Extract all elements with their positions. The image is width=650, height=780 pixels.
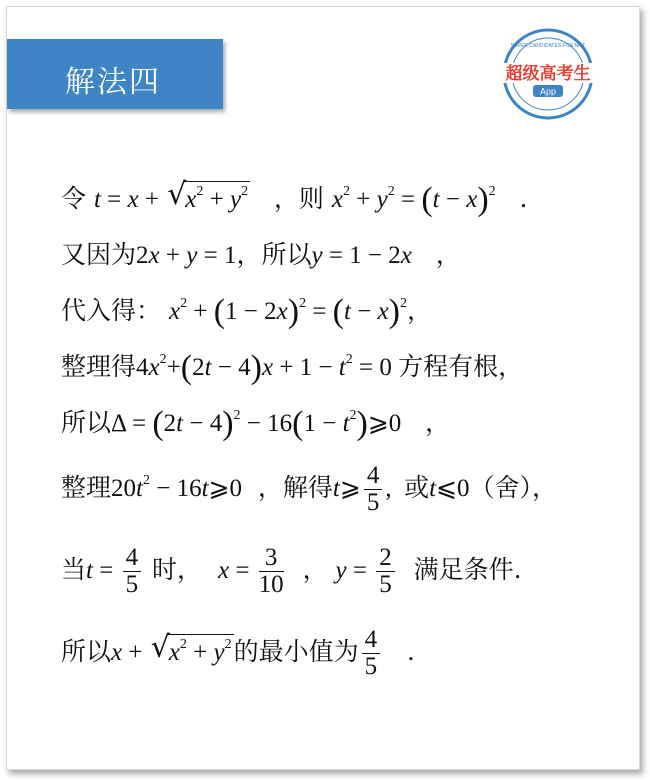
math-line-8: 所以x + √ $x^2 + y^2$的最小值为 $\frac{4}{5}$ .: [61, 626, 415, 680]
math-line-3: 代入得： $x^2 + (1 - 2x)^2 = (t - x)^2$，: [61, 293, 433, 330]
app-logo: [501, 27, 595, 121]
logo-ring-text: SUPER CANDIDATES FOR NMT: [510, 43, 586, 49]
solution-card: [6, 6, 640, 770]
math-line-7: 当t = $\frac{4}{5}$ 时， x = $\frac{3}{10}$ ， y = $\frac{2}{5}$ 满足条件.: [61, 544, 522, 598]
logo-brand: 超级高考生: [505, 64, 591, 84]
header-title: 解法四: [65, 65, 161, 100]
logo-sub: App: [539, 86, 557, 97]
math-line-4: 整理得$4x^2+(2t - 4)x + 1 - t^2 = 0$ 方程有根，: [61, 349, 524, 386]
math-line-1: 令 t = x + √ $x^2 + y^2$ ，则 $x^2 + y^2 = (t - x)^2$ .: [61, 177, 528, 218]
math-line-2: 又因为2x + y = 1，所以y = 1 − 2x ，: [61, 240, 461, 269]
math-line-6: 整理$20t^2$ − 16t⩾0 ，解得t⩾ $\frac{4}{5}$ , 或t⩽0（舍），: [61, 462, 557, 516]
math-line-5: 所以$\Delta = (2t - 4)^2 - 16(1$ − $t^2)⩾0$ ，: [61, 405, 451, 442]
